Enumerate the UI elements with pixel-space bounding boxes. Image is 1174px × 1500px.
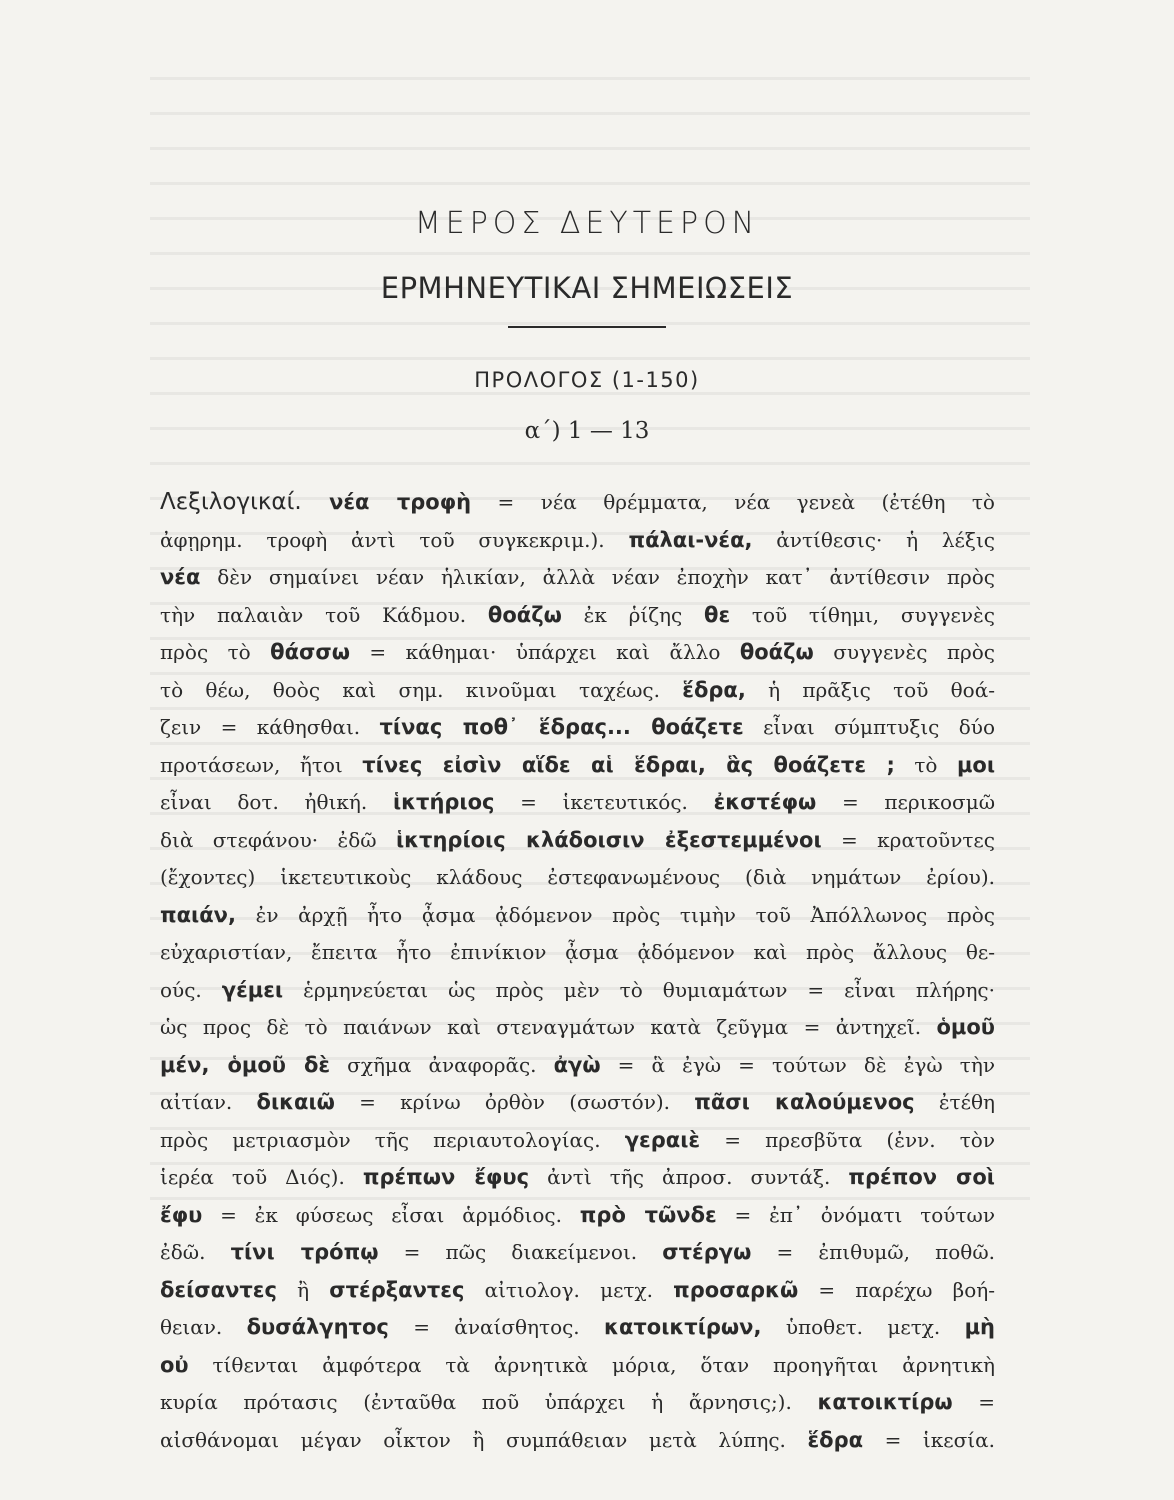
text-line [160,1234,995,1272]
gloss-text: = νέα θρέμματα, νέα γενεὰ (ἐτέθη τὸ [471,490,995,514]
gloss-text: εὐχαριστίαν, ἔπειτα ἦτο ἐπινίκιον ᾆσμα ᾀδόμενον καὶ πρὸς ἄλλους θε- [160,940,995,964]
headword: πρέπων ἔφυς [362,1165,530,1189]
gloss-text: εἶναι σύμπτυξις δύο [743,715,996,739]
gloss-text: πρὸς μετριασμὸν τῆς περιαυτολογίας. [160,1127,625,1152]
gloss-text: ἀντὶ τῆς ἀπροσ. συντάξ. [529,1165,849,1189]
headword: πάλαι-νέα, [628,527,753,552]
gloss-text: = ἱκετευτικός. [494,790,714,814]
text-line [160,784,995,822]
headword: ἱκτήριος [392,790,495,814]
subsection-heading: α΄) 1 — 13 [524,418,650,444]
gloss-text: θειαν. [160,1315,247,1339]
gloss-text: ἑρμηνεύεται ὡς πρὸς μὲν τὸ θυμιαμάτων = εἶναι πλήρης· [283,977,995,1002]
headword: νέα [160,565,201,589]
text-line [160,747,995,785]
headword: τίνας ποθ᾽ ἕδρας... θοάζετε [379,715,744,739]
gloss-text: αἰσθάνομαι μέγαν οἶκτον ἢ συμπάθειαν μετὰ λύπης. [160,1427,808,1452]
headword: θάσσω [270,640,350,664]
headword: θε [704,602,731,627]
text-line [160,859,995,897]
headword: προσαρκῶ [673,1277,799,1302]
text-line [160,1347,995,1385]
gloss-text: ἱερέα τοῦ Διός). [160,1165,363,1189]
text-line [160,1009,995,1047]
headword: τίνι τρόπῳ [230,1240,379,1264]
text-line [160,597,995,635]
gloss-text: τὴν παλαιὰν τοῦ Κάδμου. [160,602,488,627]
gloss-text: ὡς προς δὲ τὸ παιάνων καὶ στεναγμάτων κατὰ ζεῦγμα = ἀντηχεῖ. [160,1015,937,1039]
text-line [160,1422,995,1460]
gloss-text: τὸ θέω, θοὸς καὶ σημ. κινοῦμαι ταχέως. [160,677,683,702]
text-line [160,1122,995,1160]
gloss-text: = πρεσβῦτα (ἐνν. τὸν [700,1127,995,1152]
headword: κατοικτίρω [817,1390,953,1414]
headword: πᾶσι καλούμενος [694,1090,915,1114]
gloss-text: = παρέχω βοή- [798,1277,995,1302]
section-label: Λεξιλογικαί. [160,489,330,515]
gloss-text: συγγενὲς πρὸς [813,640,995,664]
text-line [160,1272,995,1310]
headword: πρέπον σοὶ [848,1165,995,1189]
gloss-text: εἶναι δοτ. ἠθική. [160,790,393,814]
text-line [160,1384,995,1422]
gloss-text: ούς. [160,977,222,1002]
title-underline-rule [508,326,666,328]
text-line [160,1197,995,1235]
headword: γέμει [221,977,284,1002]
headword: ἕδρα, [682,677,746,702]
gloss-text: ἡ πρᾶξις τοῦ θοά- [745,677,995,702]
gloss-text: = κρίνω ὀρθὸν (σωστόν). [334,1090,695,1114]
gloss-text: ἀντίθεσις· ἡ λέξις [752,527,995,552]
gloss-text: = κρατοῦντες [821,827,995,852]
gloss-text: τὸ [894,752,957,777]
text-line [160,522,995,560]
gloss-text: = περικοσμῶ [816,790,996,814]
text-line [160,672,995,710]
gloss-text: = [952,1390,995,1414]
headword: δυσάλγητος [246,1315,389,1339]
headword: ἀγὼ [553,1052,601,1077]
headword: παιάν, [160,902,236,927]
gloss-text: πρὸς τὸ [160,640,271,664]
headword: θοάζω [739,640,814,664]
gloss-text: = ἐπιθυμῶ, ποθῶ. [751,1240,995,1264]
text-line [160,1309,995,1347]
headword: μὴ [964,1315,996,1339]
headword: στέργω [662,1240,752,1264]
gloss-text: δὲν σημαίνει νέαν ἡλικίαν, ἀλλὰ νέαν ἐποχὴν κατ᾽ ἀντίθεσιν πρὸς [200,565,995,589]
gloss-text: τίθενται ἀμφότερα τὰ ἀρνητικὰ μόρια, ὅταν προηγῆται ἀρνητικὴ [188,1352,995,1377]
text-line [160,934,995,972]
gloss-text: κυρία πρότασις (ἐνταῦθα ποῦ ὑπάρχει ἡ ἄρνησις;). [160,1390,818,1414]
gloss-text: = ἐκ φύσεως εἶσαι ἁρμόδιος. [202,1202,580,1227]
text-line [160,822,995,860]
gloss-text: ἐτέθη [914,1090,996,1114]
gloss-text: ἀφῃρημ. τροφὴ ἀντὶ τοῦ συγκεκριμ.). [160,527,629,552]
text-line [160,634,995,672]
headword: πρὸ τῶνδε [579,1202,717,1227]
text-line [160,1047,995,1085]
headword: θοάζω [487,602,562,627]
headword: ἐκστέφω [713,790,817,814]
text-line [160,897,995,935]
headword: ἕδρα [807,1427,864,1452]
gloss-text: ἐκ ῥίζης [561,602,705,627]
headword: ἱκτηρίοις κλάδοισιν ἐξεστεμμένοι [395,827,822,852]
gloss-text: ἢ [276,1277,330,1302]
gloss-text: ἐδῶ. [160,1240,231,1264]
headword: ὁμοῦ [936,1015,995,1039]
headword: μέν, ὁμοῦ δὲ [160,1052,331,1077]
headword: στέρξαντες [329,1277,465,1302]
headword: μοι [956,752,995,777]
headword: δικαιῶ [256,1090,335,1114]
headword: κατοικτίρων, [604,1315,762,1339]
gloss-text: τοῦ τίθημι, συγγενὲς [730,602,995,627]
gloss-text: = ἃ ἐγὼ = τούτων δὲ ἐγὼ τὴν [600,1052,995,1077]
headword: οὐ [160,1352,189,1377]
headword: ἔφυ [160,1202,203,1227]
headword: τίνες εἰσὶν αἵδε αἱ ἕδραι, ἃς θοάζετε ; [362,752,895,777]
gloss-text: αἰτιολογ. μετχ. [464,1277,674,1302]
headword: γεραιὲ [624,1127,701,1152]
part-title: ΜΕΡΟΣ ΔΕΥΤΕΡΟΝ [414,206,760,241]
gloss-text: = ἱκεσία. [863,1427,995,1452]
gloss-text: = πῶς διακείμενοι. [378,1240,663,1264]
text-line [160,972,995,1010]
headword: δείσαντες [160,1277,277,1302]
text-line [160,484,995,522]
gloss-text: = ἐπ᾽ ὀνόματι τούτων [716,1202,995,1227]
gloss-text: (ἔχοντες) ἱκετευτικοὺς κλάδους ἐστεφανωμένους (διὰ νημάτων ἐρίου). [160,865,995,889]
gloss-text: ἐν ἀρχῇ ἦτο ᾆσμα ᾀδόμενον πρὸς τιμὴν τοῦ Ἀπόλλωνος πρὸς [235,902,995,927]
text-line [160,1159,995,1197]
gloss-text: = κάθημαι· ὑπάρχει καὶ ἄλλο [349,640,740,664]
commentary-text [160,484,995,1459]
text-line [160,709,995,747]
gloss-text: διὰ στεφάνου· ἐδῶ [160,827,396,852]
gloss-text: σχῆμα ἀναφορᾶς. [330,1052,554,1077]
headword: νέα τροφὴ [329,490,472,514]
text-line [160,1084,995,1122]
section-title: ΕΡΜΗΝΕΥΤΙΚΑΙ ΣΗΜΕΙΩΣΕΙΣ [380,271,794,305]
prologue-heading: ΠΡΟΛΟΓΟΣ (1-150) [474,368,700,392]
gloss-text: αἰτίαν. [160,1090,257,1114]
text-line [160,559,995,597]
gloss-text: = ἀναίσθητος. [388,1315,605,1339]
gloss-text: προτάσεων, ἤτοι [160,752,363,777]
gloss-text: ζειν = κάθησθαι. [160,715,380,739]
gloss-text: ὑποθετ. μετχ. [761,1315,965,1339]
